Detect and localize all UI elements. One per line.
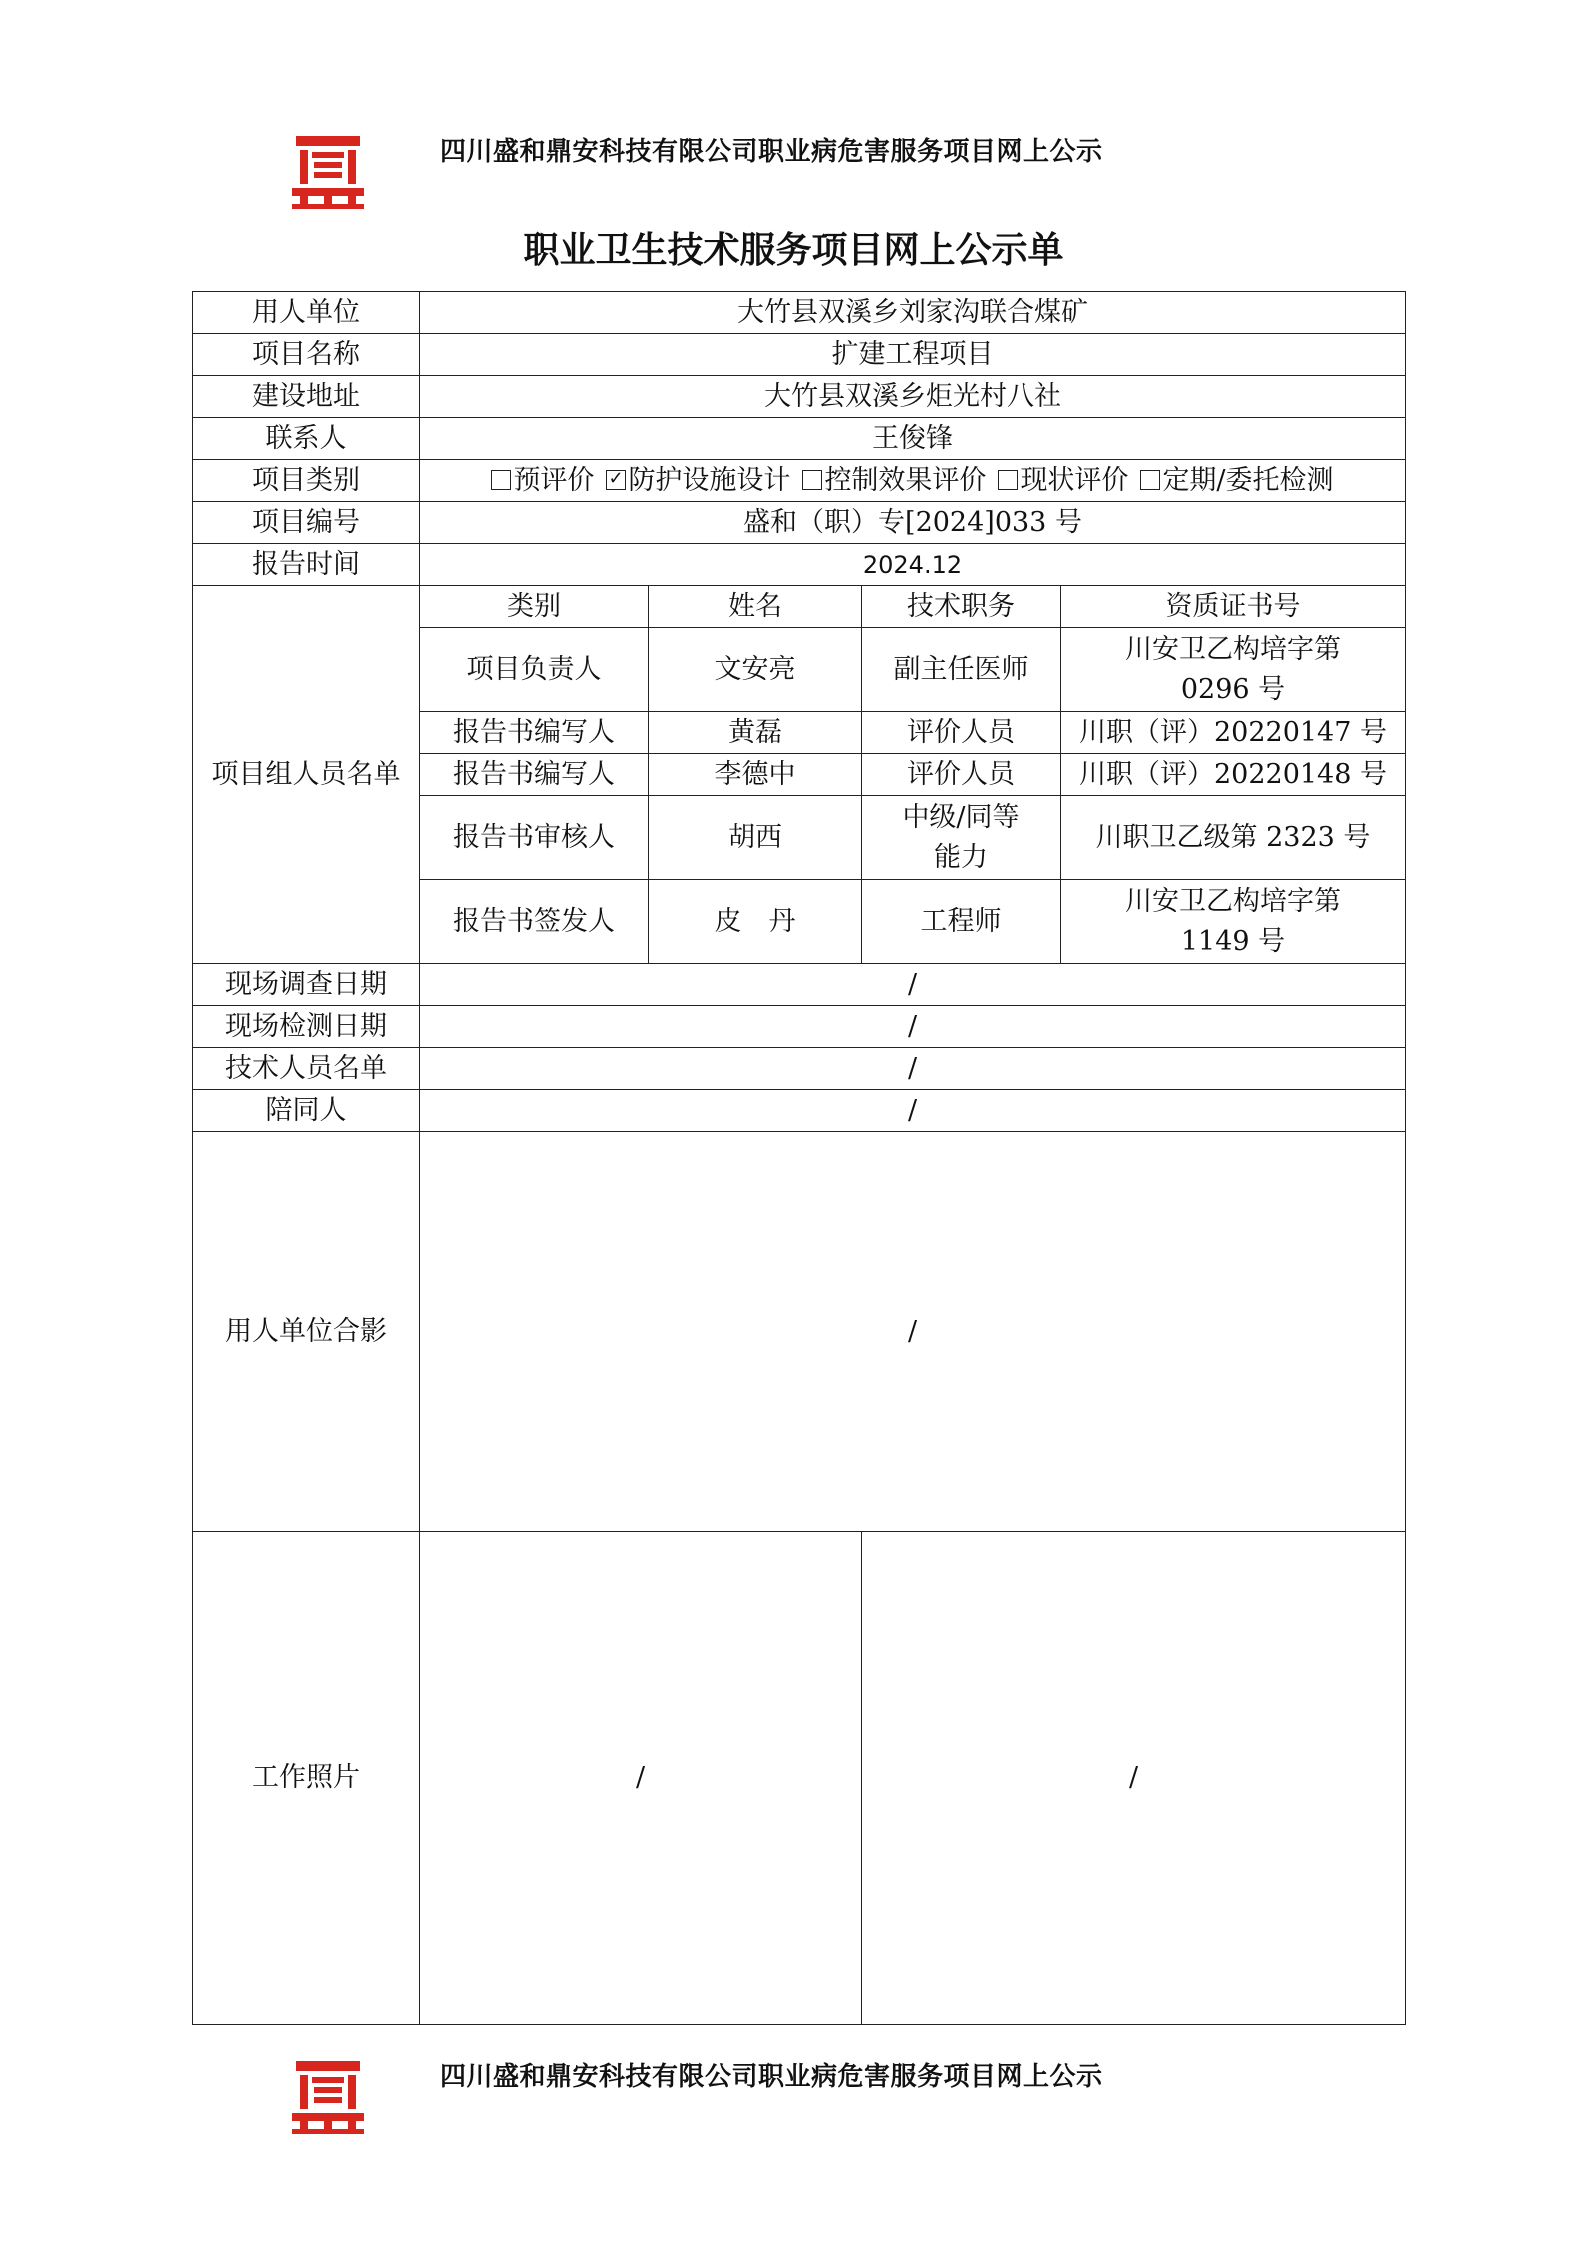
team-role: 报告书签发人 <box>420 880 649 964</box>
company-logo-mark <box>290 2055 366 2135</box>
group-photo-value: / <box>420 1132 1406 1532</box>
team-title: 评价人员 <box>862 712 1061 754</box>
row-site-survey-date <box>193 964 1406 1006</box>
row-project-type <box>193 460 1406 502</box>
team-cert: 川职卫乙级第 2323 号 <box>1061 796 1406 880</box>
field-label: 建设地址 <box>193 376 420 418</box>
row-project-no <box>193 502 1406 544</box>
header-company-line: 四川盛和鼎安科技有限公司职业病危害服务项目网上公示 <box>440 137 1103 167</box>
team-header: 类别 <box>420 586 649 628</box>
work-photo-right: / <box>862 1532 1406 2025</box>
row-project-name <box>193 334 1406 376</box>
field-label: 报告时间 <box>193 544 420 586</box>
field-label: 现场调查日期 <box>193 964 420 1006</box>
project-name-value: 扩建工程项目 <box>420 334 1406 376</box>
field-label: 工作照片 <box>193 1532 420 2025</box>
team-cert: 川职（评）20220148 号 <box>1061 754 1406 796</box>
team-role: 报告书编写人 <box>420 712 649 754</box>
team-name: 皮 丹 <box>649 880 862 964</box>
type-option-protection-design[interactable]: ✓ 防护设施设计 <box>606 461 790 501</box>
team-role: 项目负责人 <box>420 628 649 712</box>
site-test-date-value: / <box>420 1006 1406 1048</box>
project-type-options <box>420 460 1406 502</box>
team-name: 文安亮 <box>649 628 862 712</box>
row-report-time <box>193 544 1406 586</box>
team-name: 胡西 <box>649 796 862 880</box>
team-cert: 川职（评）20220147 号 <box>1061 712 1406 754</box>
team-title: 副主任医师 <box>862 628 1061 712</box>
team-cert: 川安卫乙构培字第 1149 号 <box>1061 880 1406 964</box>
row-work-photos <box>193 1532 1406 2025</box>
company-logo-mark <box>290 130 366 210</box>
team-label: 项目组人员名单 <box>193 586 420 964</box>
field-label: 项目编号 <box>193 502 420 544</box>
checkbox-unchecked[interactable] <box>491 470 511 490</box>
field-label: 联系人 <box>193 418 420 460</box>
notice-form <box>192 291 1406 2025</box>
field-label: 用人单位 <box>193 292 420 334</box>
type-option-status-evaluation[interactable]: 现状评价 <box>998 461 1128 501</box>
row-group-photo <box>193 1132 1406 1532</box>
report-time-value: 2024.12 <box>420 544 1406 586</box>
team-header: 资质证书号 <box>1061 586 1406 628</box>
team-title: 中级/同等能力 <box>862 796 1061 880</box>
field-label: 项目类别 <box>193 460 420 502</box>
type-option-pre-evaluation[interactable]: 预评价 <box>491 461 594 501</box>
checkbox-unchecked[interactable] <box>998 470 1018 490</box>
field-label: 陪同人 <box>193 1090 420 1132</box>
field-label: 项目名称 <box>193 334 420 376</box>
type-option-periodic-testing[interactable]: 定期/委托检测 <box>1140 461 1333 501</box>
row-site-test-date <box>193 1006 1406 1048</box>
team-header: 技术职务 <box>862 586 1061 628</box>
team-cert: 川安卫乙构培字第 0296 号 <box>1061 628 1406 712</box>
row-address <box>193 376 1406 418</box>
project-no-value: 盛和（职）专[2024]033 号 <box>420 502 1406 544</box>
checkbox-checked[interactable] <box>606 470 626 490</box>
team-name: 李德中 <box>649 754 862 796</box>
employer-value: 大竹县双溪乡刘家沟联合煤矿 <box>420 292 1406 334</box>
checkbox-unchecked[interactable] <box>802 470 822 490</box>
team-header-row <box>193 586 1406 628</box>
field-label: 技术人员名单 <box>193 1048 420 1090</box>
team-role: 报告书编写人 <box>420 754 649 796</box>
company-logo <box>290 130 366 210</box>
checkbox-unchecked[interactable] <box>1140 470 1160 490</box>
row-companion <box>193 1090 1406 1132</box>
field-label: 用人单位合影 <box>193 1132 420 1532</box>
field-label: 现场检测日期 <box>193 1006 420 1048</box>
team-name: 黄磊 <box>649 712 862 754</box>
row-contact <box>193 418 1406 460</box>
row-tech-staff <box>193 1048 1406 1090</box>
companion-value: / <box>420 1090 1406 1132</box>
type-option-control-effect[interactable]: 控制效果评价 <box>802 461 986 501</box>
tech-staff-value: / <box>420 1048 1406 1090</box>
footer-logo <box>290 2055 366 2135</box>
team-role: 报告书审核人 <box>420 796 649 880</box>
team-title: 工程师 <box>862 880 1061 964</box>
work-photo-left: / <box>420 1532 862 2025</box>
footer-company-line: 四川盛和鼎安科技有限公司职业病危害服务项目网上公示 <box>440 2062 1103 2092</box>
team-title: 评价人员 <box>862 754 1061 796</box>
contact-value: 王俊锋 <box>420 418 1406 460</box>
team-header: 姓名 <box>649 586 862 628</box>
row-employer <box>193 292 1406 334</box>
address-value: 大竹县双溪乡炬光村八社 <box>420 376 1406 418</box>
site-survey-date-value: / <box>420 964 1406 1006</box>
page-title: 职业卫生技术服务项目网上公示单 <box>523 230 1064 271</box>
